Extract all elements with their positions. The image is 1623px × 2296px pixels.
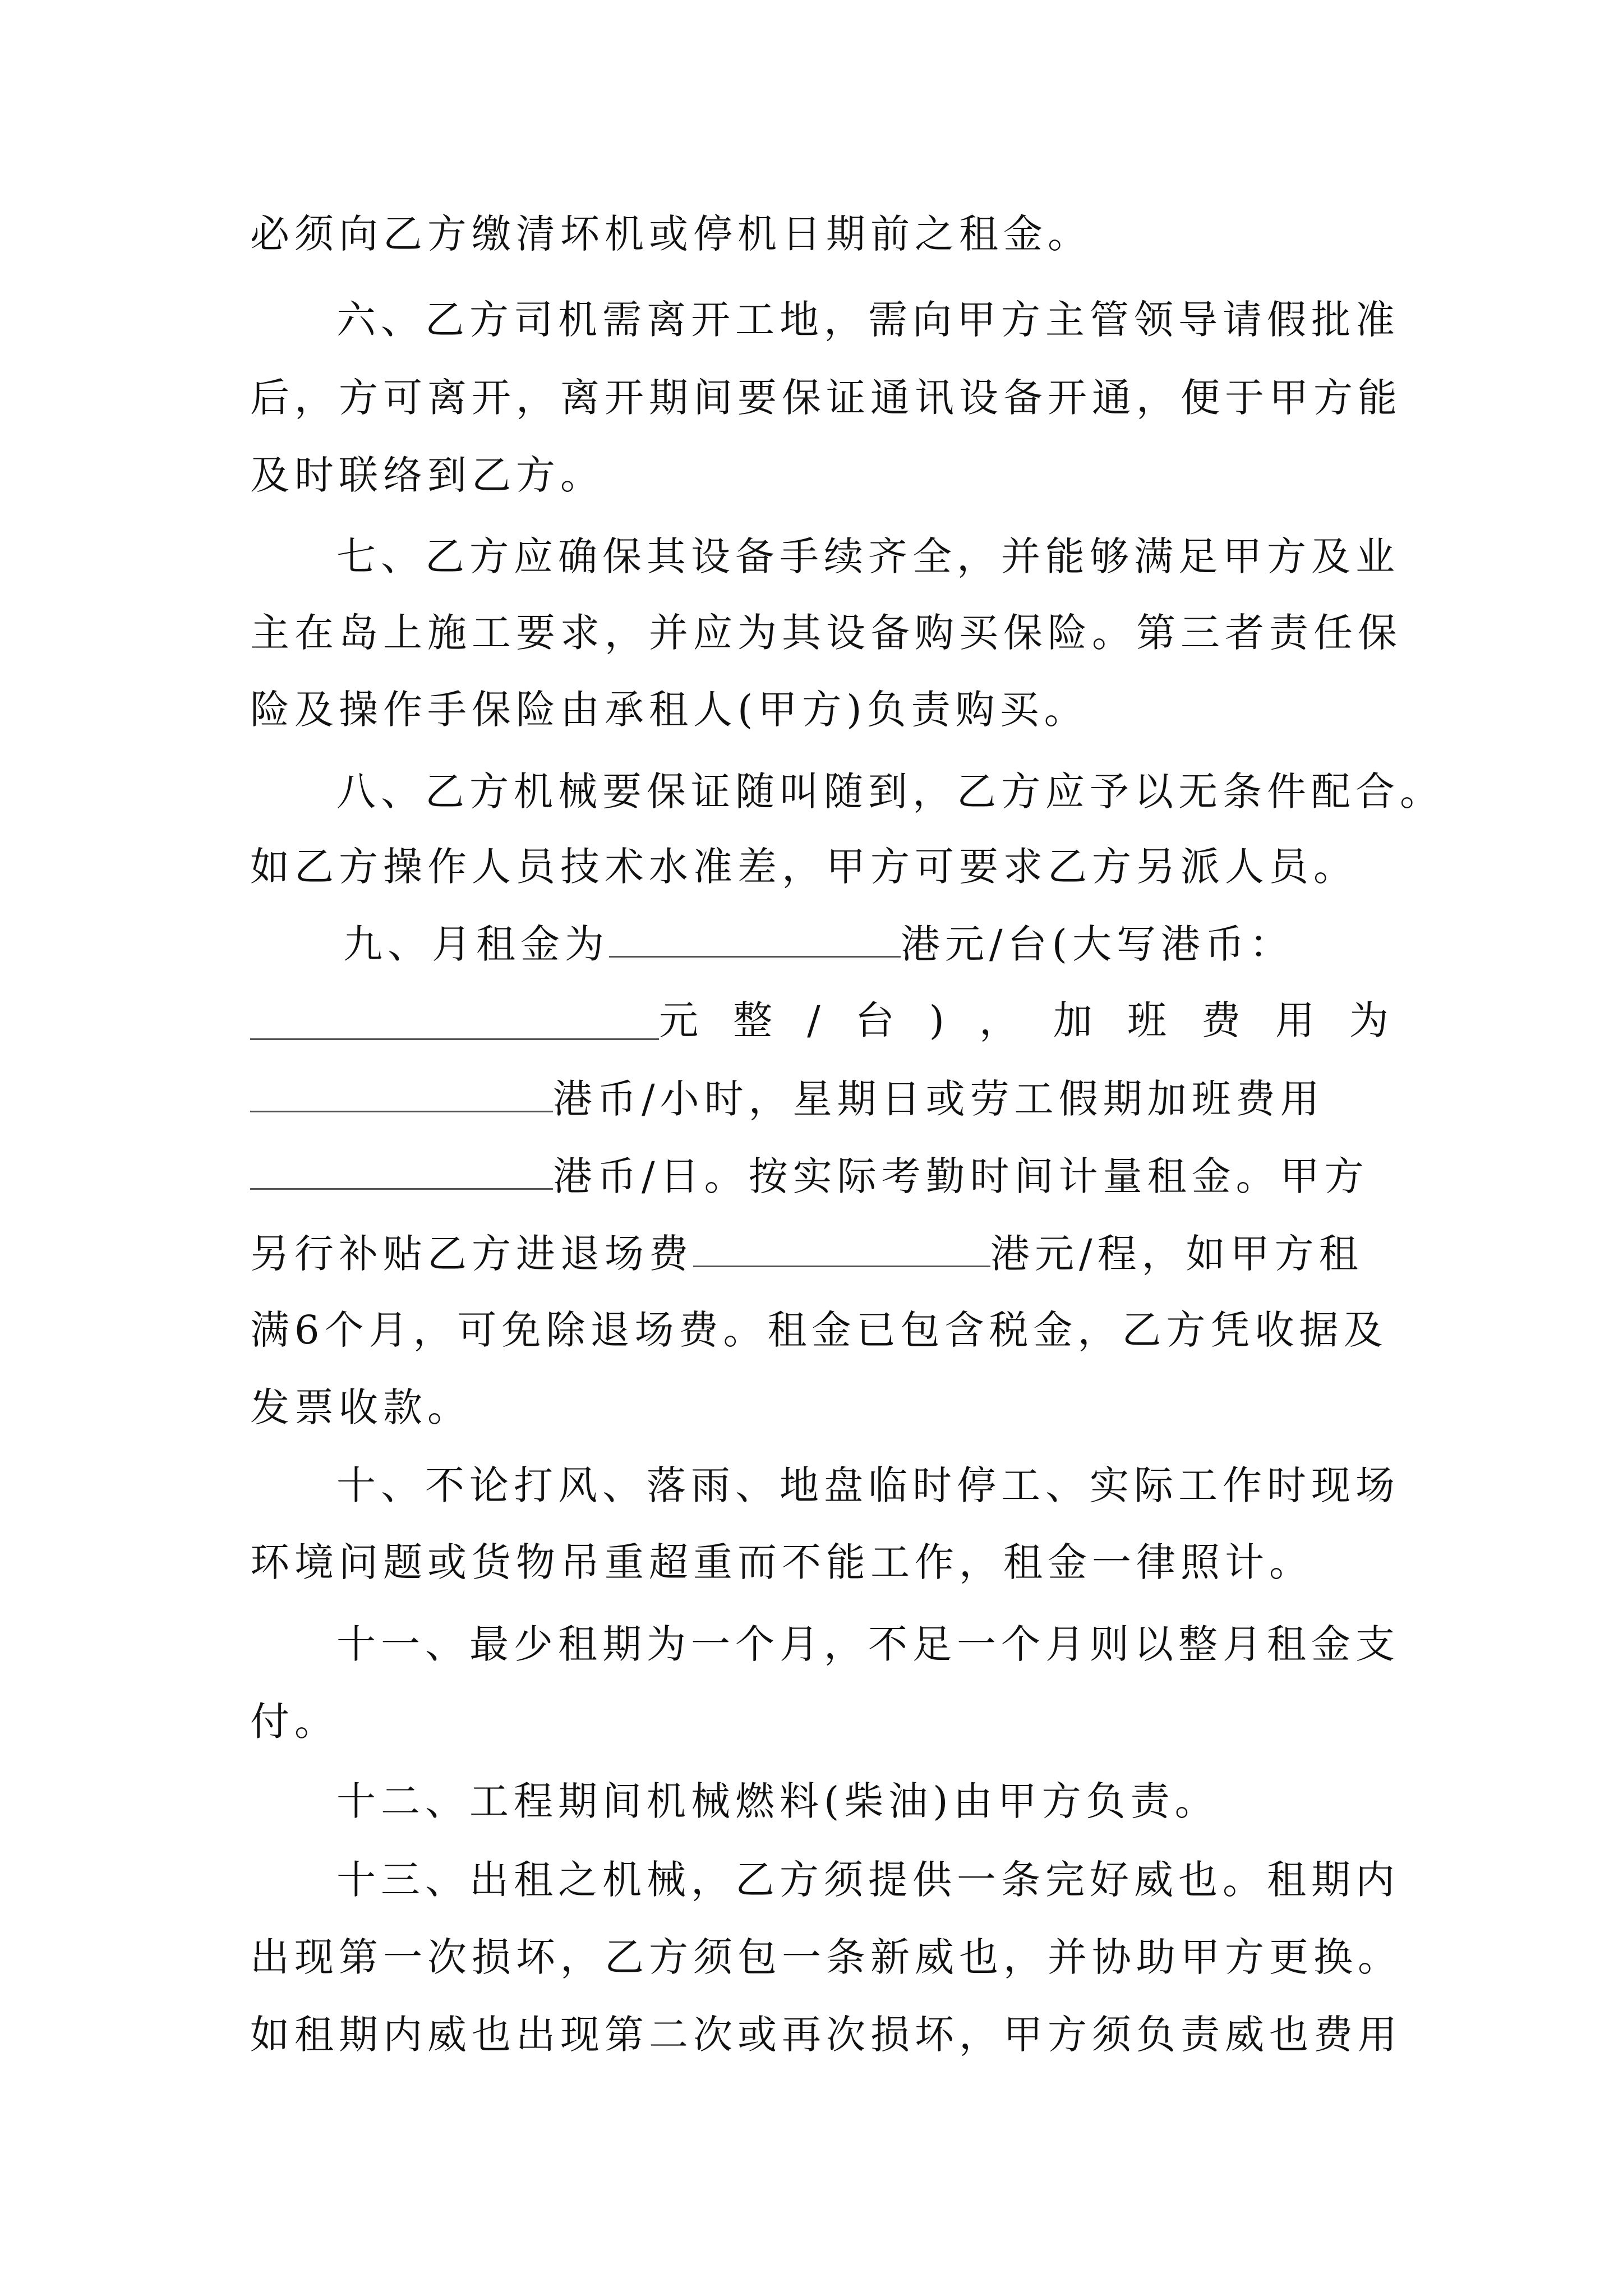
clause-9-line [343,921,1389,967]
text-line [250,1076,1389,1122]
monthly-rent-blank[interactable] [609,923,901,958]
entry-exit-fee-blank[interactable] [693,1233,990,1267]
text-line [250,1153,1389,1199]
text-line: 发票收款。 [250,1384,472,1430]
text-line: 如乙方操作人员技术水准差，甲方可要求乙方另派人员。 [250,844,1358,890]
clause-12-line: 十二、工程期间机械燃料(柴油)由甲方负责。 [336,1778,1219,1824]
text-line [250,997,1423,1043]
entry-exit-fee-label: 另行补贴乙方进退场费 [250,1231,693,1277]
monthly-rent-label: 九、月租金为 [343,921,609,967]
text-line: 如租期内威也出现第二次或再次损坏，甲方须负责威也费用 [250,2012,1402,2058]
text-line: 必须向乙方缴清坏机或停机日期前之租金。 [250,211,1092,257]
clause-13-line: 十三、出租之机械，乙方须提供一条完好威也。租期内 [336,1857,1400,1903]
clause-10-line: 十、不论打风、落雨、地盘临时停工、实际工作时现场 [336,1462,1400,1508]
text-line: 满6个月，可免除退场费。租金已包含税金，乙方凭收据及 [250,1307,1388,1353]
clause-11-line: 十一、最少租期为一个月，不足一个月则以整月租金支 [336,1621,1400,1667]
entry-exit-fee-unit: 港元/程，如甲方租 [990,1231,1363,1277]
text-line: 付。 [250,1699,339,1745]
hourly-overtime-blank[interactable] [250,1078,553,1112]
text-line: 险及操作手保险由承租人(甲方)负责购买。 [250,687,1089,733]
daily-overtime-label: 港币/日。按实际考勤时间计量租金。甲方 [553,1153,1369,1199]
clause-7-line: 七、乙方应确保其设备手续齐全，并能够满足甲方及业 [336,533,1400,579]
clause-8-line: 八、乙方机械要保证随叫随到，乙方应予以无条件配合。 [336,769,1444,815]
daily-overtime-blank[interactable] [250,1156,553,1190]
rent-in-words-blank[interactable] [250,1006,659,1040]
text-line: 主在岛上施工要求，并应为其设备购买保险。第三者责任保 [250,610,1402,656]
text-line: 环境问题或货物吊重超重而不能工作，租金一律照计。 [250,1539,1313,1585]
rent-unit-label: 港元/台(大写港币： [901,921,1294,967]
overtime-fee-label: 元整/台)，加班费用为 [659,997,1423,1043]
hourly-overtime-label: 港币/小时，星期日或劳工假期加班费用 [553,1076,1325,1122]
clause-6-line: 六、乙方司机需离开工地，需向甲方主管领导请假批准 [336,297,1400,343]
text-line: 及时联络到乙方。 [250,452,605,498]
text-line: 后，方可离开，离开期间要保证通讯设备开通，便于甲方能 [250,375,1402,421]
text-line [250,1231,1389,1277]
text-line: 出现第一次损坏，乙方须包一条新威也，并协助甲方更换。 [250,1934,1402,1980]
